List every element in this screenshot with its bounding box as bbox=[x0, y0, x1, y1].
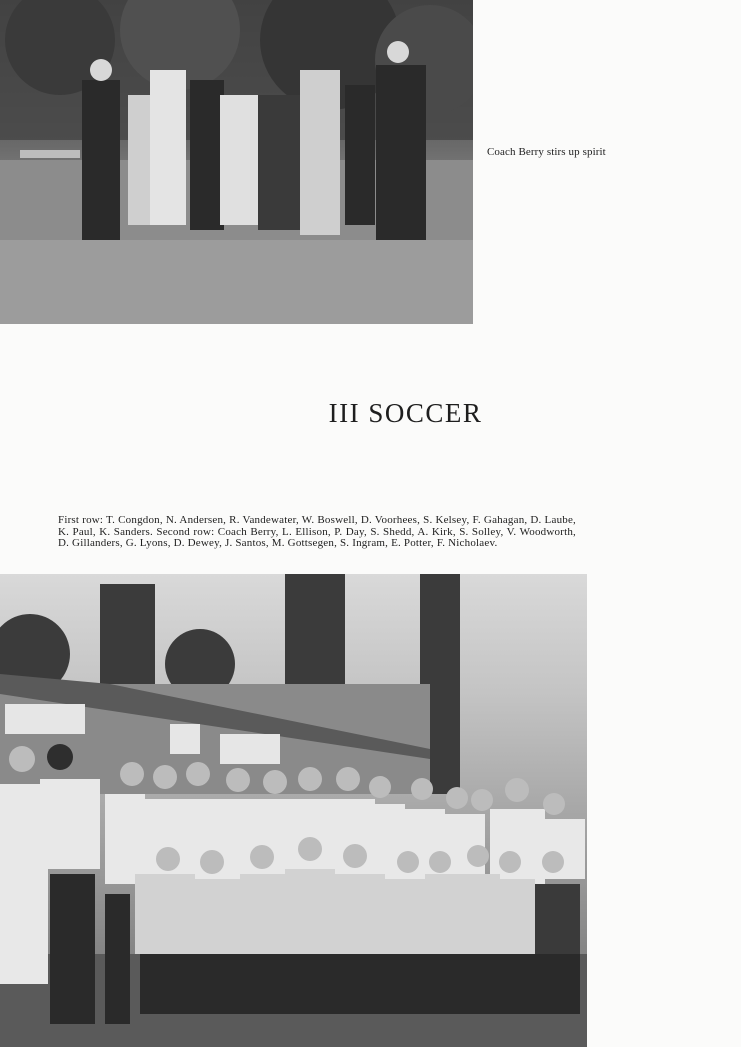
section-title: III SOCCER bbox=[328, 398, 483, 428]
spirit-photo-caption: Coach Berry stirs up spirit bbox=[487, 146, 606, 158]
team-photo bbox=[0, 574, 587, 1047]
team-roster: First row: T. Congdon, N. Andersen, R. Vandewater, W. Boswell, D. Voorhees, S. Kelsey, F. Gahagan, D. Laube, K. Paul, K. Sanders. Second row: Coach Berry, L. Ellison, P. Day, S. Shedd, A. Kirk, S. Solley, V. Woodworth, D. Gillanders, G. Lyons, D. Dewey, J. Santos, M. Gottsegen, S. Ingram, E. Potter, F. Nicholaev. bbox=[58, 514, 576, 549]
spirit-photo-image bbox=[0, 0, 473, 324]
team-photo-image bbox=[0, 574, 587, 1047]
spirit-photo bbox=[0, 0, 473, 324]
